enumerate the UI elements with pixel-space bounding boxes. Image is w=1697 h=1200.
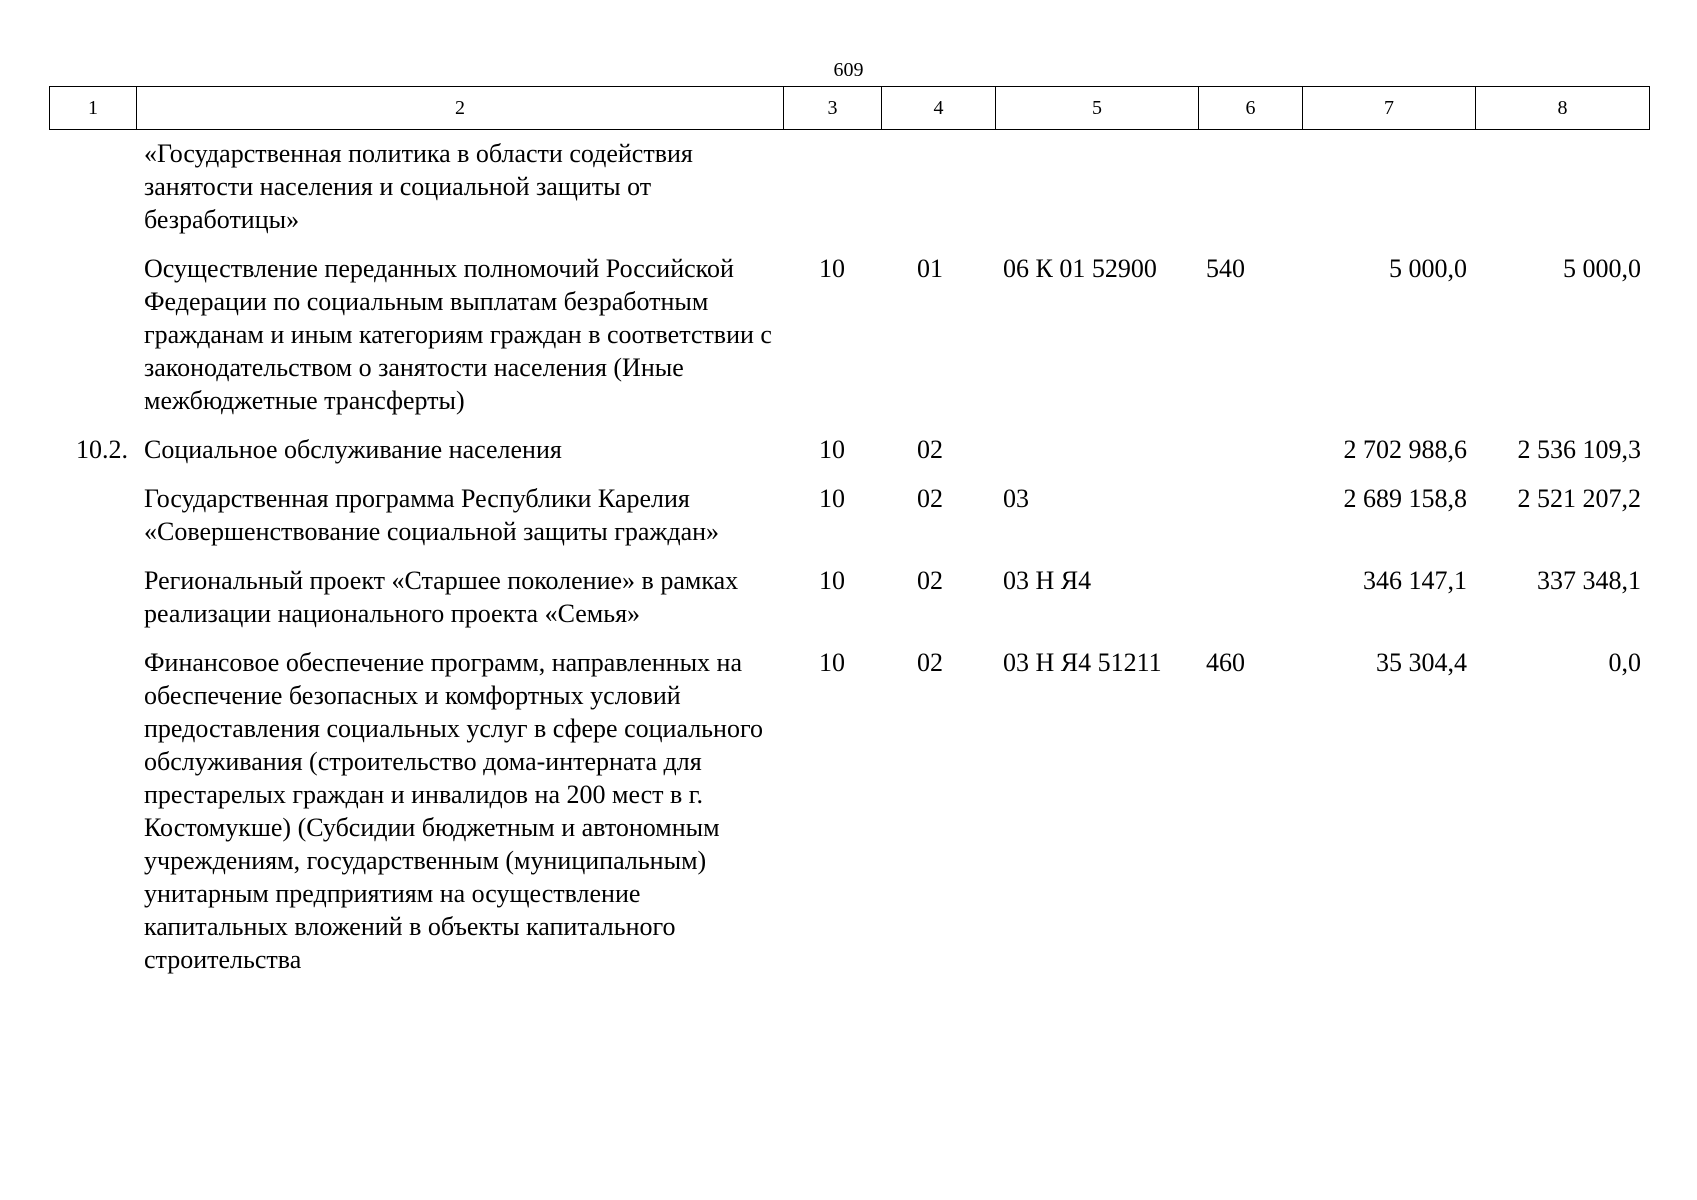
row-number xyxy=(49,130,136,252)
amount-1: 2 702 988,6 xyxy=(1343,435,1467,464)
row-number: 10.2. xyxy=(76,435,128,464)
expense-type-code xyxy=(1198,482,1302,564)
expense-type-code: 460 xyxy=(1206,648,1245,677)
row-number xyxy=(49,646,136,992)
section-code: 10 xyxy=(819,435,845,464)
subsection-code: 02 xyxy=(917,566,943,595)
subsection-code: 02 xyxy=(917,484,943,513)
section-code: 10 xyxy=(819,648,845,677)
column-header-2: 2 xyxy=(137,87,784,130)
budget-table xyxy=(49,130,1649,992)
section-code: 10 xyxy=(819,566,845,595)
table-row xyxy=(49,433,1649,482)
column-header-3: 3 xyxy=(784,87,882,130)
expense-type-code xyxy=(1198,130,1302,252)
subsection-code: 02 xyxy=(917,648,943,677)
amount-1: 2 689 158,8 xyxy=(1343,484,1467,513)
row-name: «Государственная политика в области содействия занятости населения и социальной защиты от безработицы» xyxy=(144,139,693,234)
column-header-7: 7 xyxy=(1303,87,1476,130)
expense-type-code xyxy=(1198,564,1302,646)
row-name: Региональный проект «Старшее поколение» в рамках реализации национального проекта «Семья» xyxy=(144,566,739,628)
target-code: 03 xyxy=(1003,484,1029,513)
amount-1 xyxy=(1302,130,1475,252)
amount-2: 337 348,1 xyxy=(1537,566,1641,595)
subsection-code: 01 xyxy=(917,254,943,283)
row-name: Социальное обслуживание населения xyxy=(144,435,562,464)
row-number xyxy=(49,482,136,564)
target-code: 03 Н Я4 xyxy=(1003,566,1092,595)
column-header-1: 1 xyxy=(50,87,137,130)
amount-2: 0,0 xyxy=(1608,648,1641,677)
amount-1: 5 000,0 xyxy=(1389,254,1467,283)
column-header-row xyxy=(49,86,1650,130)
column-header-6: 6 xyxy=(1199,87,1303,130)
column-header-8: 8 xyxy=(1476,87,1650,130)
column-header-5: 5 xyxy=(996,87,1199,130)
amount-2: 2 536 109,3 xyxy=(1517,435,1641,464)
table-row xyxy=(49,564,1649,646)
row-name: Государственная программа Республики Карелия «Совершенствование социальной защиты граждан» xyxy=(144,484,720,546)
target-code xyxy=(995,433,1198,482)
amount-1: 346 147,1 xyxy=(1363,566,1467,595)
row-number xyxy=(49,252,136,433)
target-code: 03 Н Я4 51211 xyxy=(1003,648,1162,677)
page-number: 609 xyxy=(833,59,864,81)
section-code: 10 xyxy=(819,484,845,513)
column-header-4: 4 xyxy=(882,87,996,130)
amount-2: 2 521 207,2 xyxy=(1517,484,1641,513)
subsection-code xyxy=(881,130,995,252)
row-number xyxy=(49,564,136,646)
row-name: Осуществление переданных полномочий Российской Федерации по социальным выплатам безработным гражданам и иным категориям граждан в соответствии с законодательством о занятости населения (Иные межбюджетные трансферты) xyxy=(144,254,772,415)
amount-2: 5 000,0 xyxy=(1563,254,1641,283)
table-row xyxy=(49,252,1649,433)
amount-1: 35 304,4 xyxy=(1376,648,1467,677)
amount-2 xyxy=(1475,130,1649,252)
table-row xyxy=(49,130,1649,252)
section-code xyxy=(783,130,881,252)
subsection-code: 02 xyxy=(917,435,943,464)
table-row xyxy=(49,482,1649,564)
expense-type-code: 540 xyxy=(1206,254,1245,283)
row-name: Финансовое обеспечение программ, направленных на обеспечение безопасных и комфортных условий предоставления социальных услуг в сфере социального обслуживания (строительство дома-интерната для престарелых граждан и инвалидов на 200 мест в г. Костомукше) (Субсидии бюджетным и автономным учреждениям, государственным (муниципальным) унитарным предприятиям на осуществление капитальных вложений в объекты капитального строительства xyxy=(144,648,763,974)
target-code xyxy=(995,130,1198,252)
section-code: 10 xyxy=(819,254,845,283)
expense-type-code xyxy=(1198,433,1302,482)
table-row xyxy=(49,646,1649,992)
target-code: 06 К 01 52900 xyxy=(1003,254,1157,283)
